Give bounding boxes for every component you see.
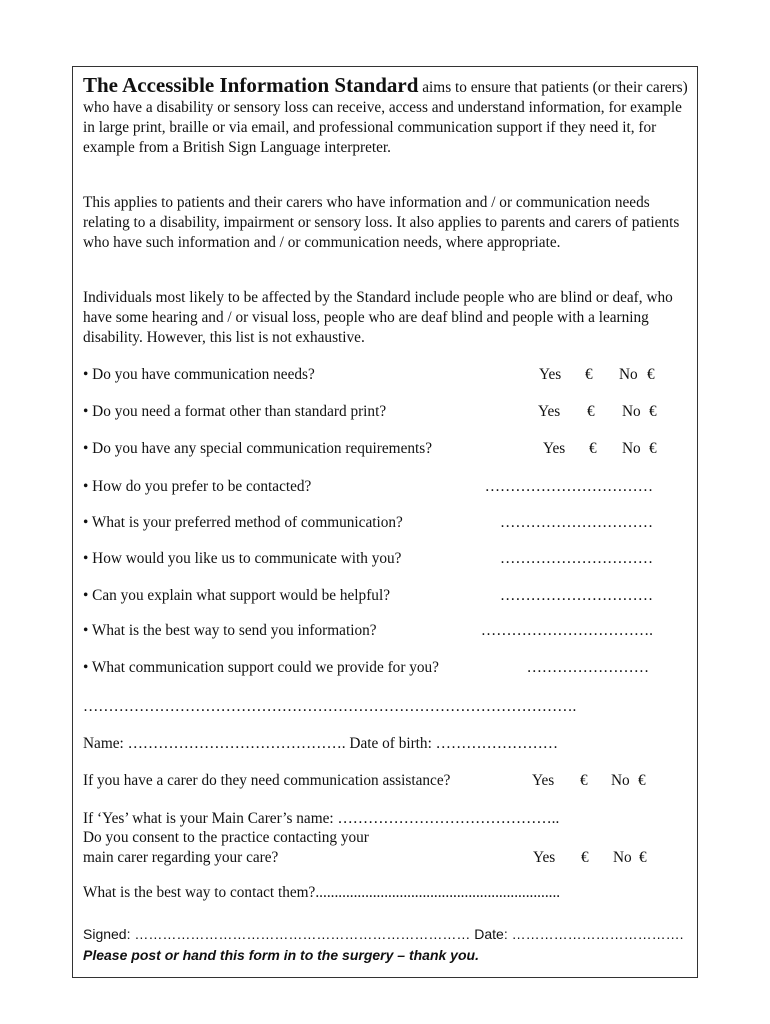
question-send-information: • What is the best way to send you information? — [83, 622, 377, 639]
carer-contact-field[interactable]: ................................................................ — [315, 884, 561, 901]
main-carer-field[interactable]: …………………………………….. — [337, 810, 560, 827]
yes-label: Yes — [532, 772, 555, 789]
answer-line[interactable]: ………………………… — [500, 587, 653, 604]
question-special-requirements: • Do you have any special communication requirements? — [83, 440, 432, 457]
no-checkbox[interactable]: € — [649, 440, 657, 457]
answer-line[interactable]: …………………… — [526, 659, 649, 676]
name-field[interactable]: ……………………………………. — [127, 735, 350, 752]
question-communication-support: • What communication support could we provide for you? — [83, 659, 439, 676]
yes-label: Yes — [533, 849, 556, 866]
dob-label: Date of birth: — [349, 735, 436, 752]
form-border — [72, 66, 698, 978]
no-checkbox[interactable]: € — [647, 366, 655, 383]
answer-line[interactable]: ………………………… — [500, 514, 653, 531]
yes-label: Yes — [538, 403, 561, 420]
intro-paragraph — [83, 75, 695, 158]
yes-label: Yes — [543, 440, 566, 457]
no-label: No — [613, 849, 632, 866]
answer-line[interactable]: …………………………… — [484, 478, 653, 495]
extra-answer-line[interactable]: ……………………………………………………………………………………. — [83, 698, 577, 715]
no-checkbox[interactable]: € — [639, 849, 647, 866]
main-carer-label: If ‘Yes’ what is your Main Carer’s name: — [83, 810, 338, 827]
name-dob-row — [83, 734, 558, 754]
no-checkbox[interactable]: € — [638, 772, 646, 789]
yes-checkbox[interactable]: € — [589, 440, 597, 457]
no-checkbox[interactable]: € — [649, 403, 657, 420]
question-helpful-support: • Can you explain what support would be helpful? — [83, 587, 390, 604]
yes-checkbox[interactable]: € — [581, 849, 589, 866]
question-contact-preference: • How do you prefer to be contacted? — [83, 478, 312, 495]
yes-checkbox[interactable]: € — [587, 403, 595, 420]
footer-note: Please post or hand this form in to the surgery – thank you. — [83, 947, 479, 963]
answer-line[interactable]: ………………………… — [500, 550, 653, 567]
applies-paragraph: This applies to patients and their carers who have information and / or communication needs relating to a disability, impairment or sensory loss. It also applies to parents and carers of patients who have such information and / or communication needs, where appropriate. — [83, 194, 680, 251]
yes-label: Yes — [539, 366, 562, 383]
signed-label: Signed: — [83, 926, 135, 942]
yes-checkbox[interactable]: € — [580, 772, 588, 789]
consent-question-line1: Do you consent to the practice contacting your — [83, 829, 369, 846]
date-label: Date: — [470, 926, 512, 942]
signature-row — [83, 924, 684, 944]
question-format: • Do you need a format other than standard print? — [83, 403, 387, 420]
name-label: Name: — [83, 735, 128, 752]
consent-question-line2: main carer regarding your care? — [83, 849, 279, 866]
carer-contact-row — [83, 883, 560, 903]
form-title: The Accessible Information Standard — [83, 73, 419, 97]
individuals-paragraph: Individuals most likely to be affected by the Standard include people who are blind or deaf, who have some hearing and / or visual loss, people who are deaf blind and people with a learning disability. However, this list is not exhaustive. — [83, 289, 673, 346]
no-label: No — [622, 403, 641, 420]
no-label: No — [622, 440, 641, 457]
question-communicate-with-you: • How would you like us to communicate with you? — [83, 550, 402, 567]
signature-field[interactable]: ……………………………………………………………… — [134, 926, 471, 942]
yes-checkbox[interactable]: € — [585, 366, 593, 383]
no-label: No — [611, 772, 630, 789]
no-label: No — [619, 366, 638, 383]
question-preferred-method: • What is your preferred method of communication? — [83, 514, 403, 531]
carer-contact-question: What is the best way to contact them? — [83, 884, 316, 901]
intro-text: aims to ensure that patients (or their carers) who have a disability or sensory loss can receive, access and understand information, for example in large print, braille or via email, and professional communication support if they need it, for example from a British Sign Language interpreter. — [83, 79, 688, 156]
dob-field[interactable]: …………………… — [435, 735, 559, 752]
carer-assistance-question: If you have a carer do they need communication assistance? — [83, 772, 451, 789]
main-carer-row — [83, 809, 559, 829]
answer-line[interactable]: ……………………………. — [480, 622, 653, 639]
date-field[interactable]: ………………………………. — [511, 926, 684, 942]
question-communication-needs: • Do you have communication needs? — [83, 366, 315, 383]
